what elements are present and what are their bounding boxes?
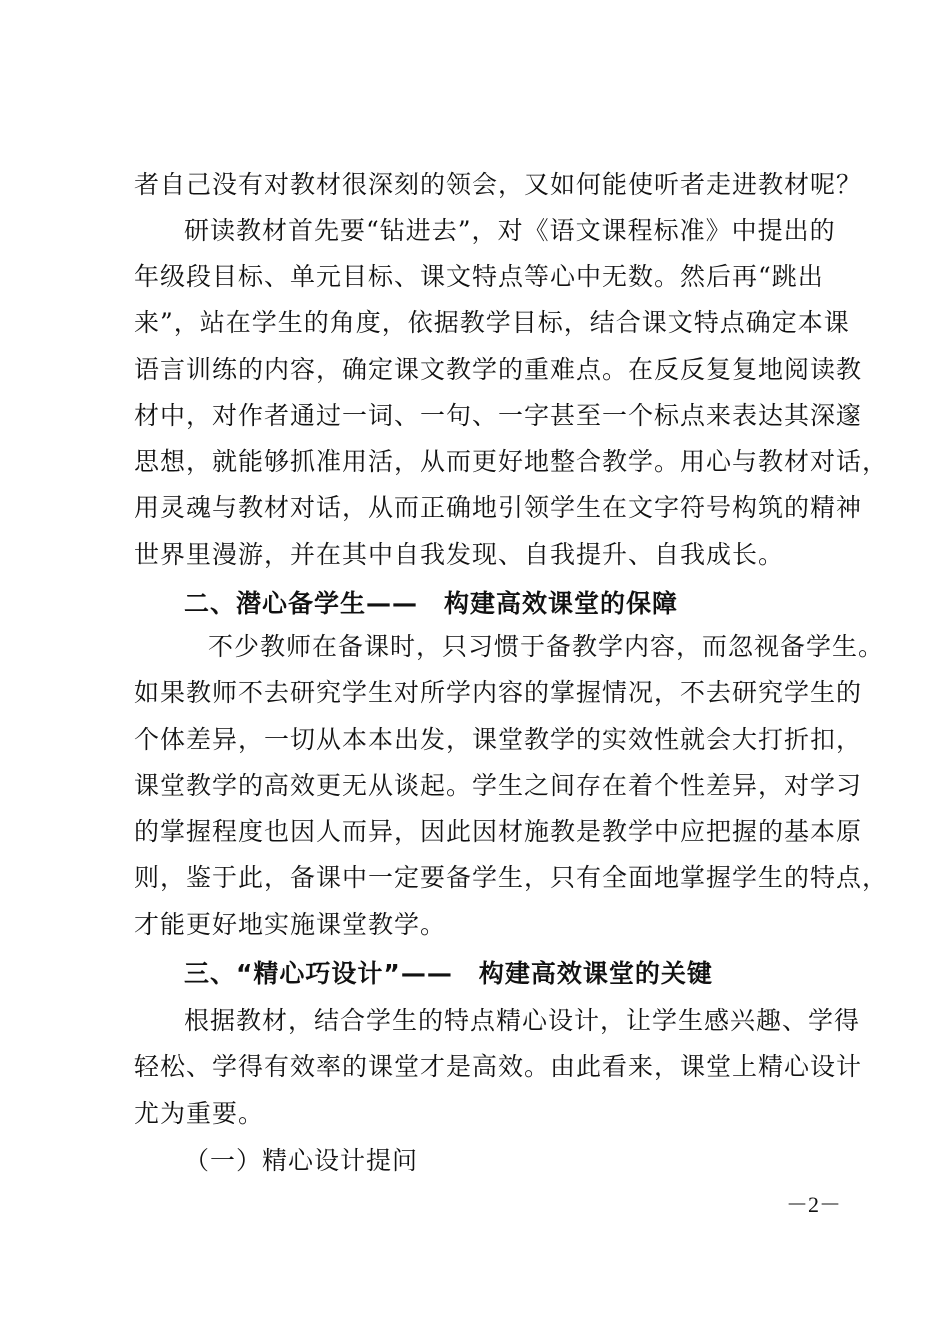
section-heading: 二、潜心备学生—— 构建高效课堂的保障 — [184, 589, 679, 618]
text-line: 不少教师在备课时，只习惯于备教学内容，而忽视备学生。 — [208, 632, 885, 661]
text-line: 的掌握程度也因人而异，因此因材施教是教学中应把握的基本原 — [134, 817, 863, 846]
text-line: 思想，就能够抓准用活，从而更好地整合教学。用心与教材对话， — [134, 447, 889, 476]
text-line: 尤为重要。 — [134, 1099, 265, 1128]
page-number: －2－ — [786, 1192, 842, 1217]
section-heading: 三、“精心巧设计”—— 构建高效课堂的关键 — [184, 959, 713, 988]
text-line: 材中，对作者通过一词、一句、一字甚至一个标点来表达其深邃 — [134, 401, 863, 430]
text-line: 个体差异，一切从本本出发，课堂教学的实效性就会大打折扣， — [134, 725, 863, 754]
text-line: 世界里漫游，并在其中自我发现、自我提升、自我成长。 — [134, 540, 785, 569]
subsection-heading: （一）精心设计提问 — [184, 1146, 419, 1175]
text-line: 用灵魂与教材对话，从而正确地引领学生在文字符号构筑的精神 — [134, 493, 863, 522]
text-line: 来”，站在学生的角度，依据教学目标，结合课文特点确定本课 — [134, 308, 850, 337]
text-line: 轻松、学得有效率的课堂才是高效。由此看来，课堂上精心设计 — [134, 1052, 863, 1081]
text-line: 研读教材首先要“钻进去”，对《语文课程标准》中提出的 — [184, 216, 836, 245]
text-line: 则，鉴于此，备课中一定要备学生，只有全面地掌握学生的特点， — [134, 863, 889, 892]
text-line: 者自己没有对教材很深刻的领会，又如何能使听者走进教材呢？ — [134, 170, 863, 199]
text-line: 课堂教学的高效更无从谈起。学生之间存在着个性差异，对学习 — [134, 771, 863, 800]
text-line: 根据教材，结合学生的特点精心设计，让学生感兴趣、学得 — [184, 1006, 861, 1035]
text-line: 语言训练的内容，确定课文教学的重难点。在反反复复地阅读教 — [134, 355, 863, 384]
text-line: 才能更好地实施课堂教学。 — [134, 910, 447, 939]
text-line: 如果教师不去研究学生对所学内容的掌握情况，不去研究学生的 — [134, 678, 863, 707]
text-line: 年级段目标、单元目标、课文特点等心中无数。然后再“跳出 — [134, 262, 824, 291]
